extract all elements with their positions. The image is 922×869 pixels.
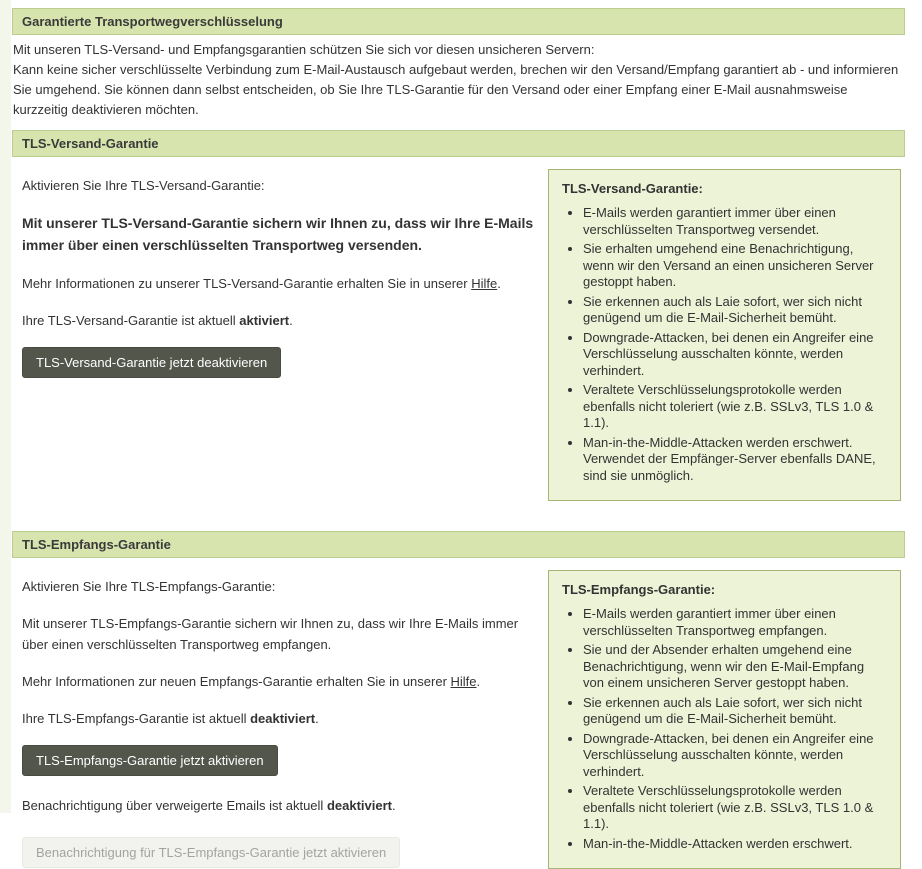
versand-more-info	[22, 273, 536, 294]
section-tls-versand	[12, 130, 905, 501]
empfang-more-info-period: .	[476, 674, 481, 689]
section-tls-empfang	[12, 531, 905, 869]
notification-status-period: .	[391, 798, 396, 813]
versand-deactivate-button[interactable]: TLS-Versand-Garantie jetzt deaktivieren	[22, 347, 281, 378]
empfang-activate-button[interactable]: TLS-Empfangs-Garantie jetzt aktivieren	[22, 745, 278, 776]
list-item: • Downgrade-Attacken, bei denen ein Angreifer eine Verschlüsselung ausschalten könnte, werden verhindert.	[583, 330, 887, 380]
versand-status-period: .	[289, 313, 293, 328]
versand-status-value: aktiviert	[239, 313, 290, 328]
settings-panel	[12, 8, 905, 869]
versand-status-text	[22, 310, 536, 331]
list-item: • Downgrade-Attacken, bei denen ein Angreifer eine Verschlüsselung ausschalten könnte, werden verhindert.	[583, 731, 887, 781]
versand-activate-label: Aktivieren Sie Ihre TLS-Versand-Garantie:	[22, 178, 265, 193]
empfang-more-info	[22, 671, 536, 692]
empfang-more-info-text: Mehr Informationen zur neuen Empfangs-Garantie erhalten Sie in unserer	[22, 674, 451, 689]
info-box-empfang-list	[562, 606, 887, 852]
section-empfang-header	[12, 531, 905, 558]
section-versand-title: TLS-Versand-Garantie	[22, 136, 159, 151]
versand-help-link[interactable]: Hilfe	[471, 276, 498, 291]
versand-description: Mit unserer TLS-Versand-Garantie sichern wir Ihnen zu, dass wir Ihre E-Mails immer über einen verschlüsselten Transportweg versenden.	[22, 215, 534, 253]
notification-status-value: deaktiviert	[326, 798, 392, 813]
list-item: • Sie erkennen auch als Laie sofort, wer sich nicht genügend um die E-Mail-Sicherheit bemüht.	[583, 695, 887, 728]
list-item: • E-Mails werden garantiert immer über einen verschlüsselten Transportweg versendet.	[583, 205, 887, 238]
page-header	[12, 8, 905, 35]
versand-status-prefix: Ihre TLS-Versand-Garantie ist aktuell	[22, 313, 240, 328]
list-item: • Man-in-the-Middle-Attacken werden erschwert. Verwendet der Empfänger-Server ebenfalls DANE, sind sie unmöglich.	[583, 435, 887, 485]
list-item: • Sie und der Absender erhalten umgehend eine Benachrichtigung, wenn wir den E-Mail-Empfang von einem unsicheren Server gestoppt haben.	[583, 642, 887, 692]
intro-line-2: Kann keine sicher verschlüsselte Verbindung zum E-Mail-Austausch aufgebaut werden, brechen wir den Versand/Empfang garantiert ab - und informieren Sie umgehend. Sie können dann selbst entscheiden, ob Sie Ihre TLS-Garantie für den Versand oder einer Empfang einer E-Mail ausnahmsweise kurzzeitig deaktivieren möchten.	[13, 62, 899, 117]
list-item: • Man-in-the-Middle-Attacken werden erschwert.	[583, 836, 887, 853]
empfang-activate-label: Aktivieren Sie Ihre TLS-Empfangs-Garantie:	[22, 579, 276, 594]
empfang-status-prefix: Ihre TLS-Empfangs-Garantie ist aktuell	[22, 711, 251, 726]
notification-activate-button[interactable]: Benachrichtigung für TLS-Empfangs-Garantie jetzt aktivieren	[22, 837, 400, 868]
notification-status-prefix: Benachrichtigung über verweigerte Emails ist aktuell	[22, 798, 327, 813]
list-item: • E-Mails werden garantiert immer über einen verschlüsselten Transportweg empfangen.	[583, 606, 887, 639]
versand-more-info-period: .	[497, 276, 501, 291]
info-box-versand-title: TLS-Versand-Garantie:	[562, 181, 703, 196]
empfang-status-text	[22, 708, 536, 729]
page-gutter	[0, 0, 11, 813]
page-title: Garantierte Transportwegverschlüsselung	[22, 14, 283, 29]
versand-more-info-text: Mehr Informationen zu unserer TLS-Versand-Garantie erhalten Sie in unserer	[22, 276, 472, 291]
list-item: • Veraltete Verschlüsselungsprotokolle werden ebenfalls nicht toleriert (wie z.B. SSLv3, TLS 1.0 & 1.1).	[583, 382, 887, 432]
empfang-status-value: deaktiviert	[250, 711, 316, 726]
info-box-empfang	[548, 570, 901, 869]
info-box-versand	[548, 169, 901, 501]
empfang-status-period: .	[315, 711, 319, 726]
list-item: • Veraltete Verschlüsselungsprotokolle werden ebenfalls nicht toleriert (wie z.B. SSLv3, TLS 1.0 & 1.1).	[583, 783, 887, 833]
intro-line-1: Mit unseren TLS-Versand- und Empfangsgarantien schützen Sie sich vor diesen unsicheren Servern:	[13, 42, 595, 57]
section-versand-header	[12, 130, 905, 157]
section-empfang-title: TLS-Empfangs-Garantie	[22, 537, 171, 552]
empfang-help-link[interactable]: Hilfe	[450, 674, 477, 689]
list-item: • Sie erhalten umgehend eine Benachrichtigung, wenn wir den Versand an einen unsicheren Server gestoppt haben.	[583, 241, 887, 291]
empfang-description: Mit unserer TLS-Empfangs-Garantie sichern wir Ihnen zu, dass wir Ihre E-Mails immer über einen verschlüsselten Transportweg empfangen.	[22, 616, 519, 652]
info-box-empfang-title: TLS-Empfangs-Garantie:	[562, 582, 716, 597]
info-box-versand-list	[562, 205, 887, 484]
list-item: • Sie erkennen auch als Laie sofort, wer sich nicht genügend um die E-Mail-Sicherheit bemüht.	[583, 294, 887, 327]
intro-text	[13, 40, 905, 120]
